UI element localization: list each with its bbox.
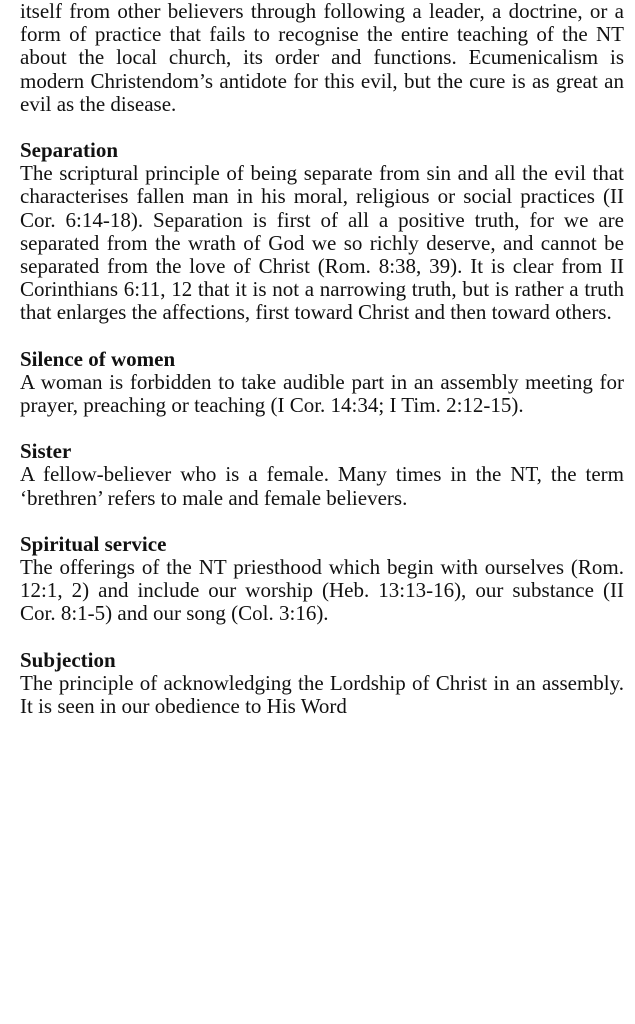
entry-term: Silence of women (20, 346, 176, 371)
intro-paragraph: itself from other believers through following a leader, a doctrine, or a form of practice that fails to recognise the entire teaching of the NT about the local church, its order and functions. Ecumenicalism is modern Christendom’s antidote for this evil, but the cure is as great an evil as the disease. (20, 0, 624, 116)
entry-definition: The offerings of the NT priesthood which begin with ourselves (Rom. 12:1, 2) and include our worship (Heb. 13:13-16), our substance (II Cor. 8:1-5) and our song (Col. 3:16). (20, 555, 624, 626)
entry-term: Sister (20, 439, 72, 464)
entry-silence-of-women (20, 348, 624, 418)
entry-definition: The principle of acknowledging the Lordship of Christ in an assembly. It is seen in our obedience to His Word (20, 670, 624, 719)
entry-separation (20, 139, 624, 325)
entry-subjection (20, 649, 624, 719)
entry-definition: A fellow-believer who is a female. Many times in the NT, the term ‘brethren’ refers to male and female believers. (20, 462, 624, 510)
entry-definition: The scriptural principle of being separate from sin and all the evil that characterises fallen man in his moral, religious or social practices (II Cor. 6:14-18). Separation is first of all a positive truth, for we are separated from the wrath of God we so richly deserve, and cannot be separated from the love of Christ (Rom. 8:38, 39). It is clear from II Corinthians 6:11, 12 that it is not a narrowing truth, but is rather a truth that enlarges the affections, first toward Christ and then toward others. (20, 161, 624, 325)
document-page (20, 0, 624, 718)
entry-sister (20, 440, 624, 510)
entry-term: Subjection (20, 647, 116, 672)
entry-spiritual-service (20, 533, 624, 626)
entry-term: Spiritual service (20, 531, 167, 556)
entry-term: Separation (20, 138, 119, 163)
entry-definition: A woman is forbidden to take audible part in an assembly meeting for prayer, preaching or teaching (I Cor. 14:34; I Tim. 2:12-15). (20, 369, 624, 418)
